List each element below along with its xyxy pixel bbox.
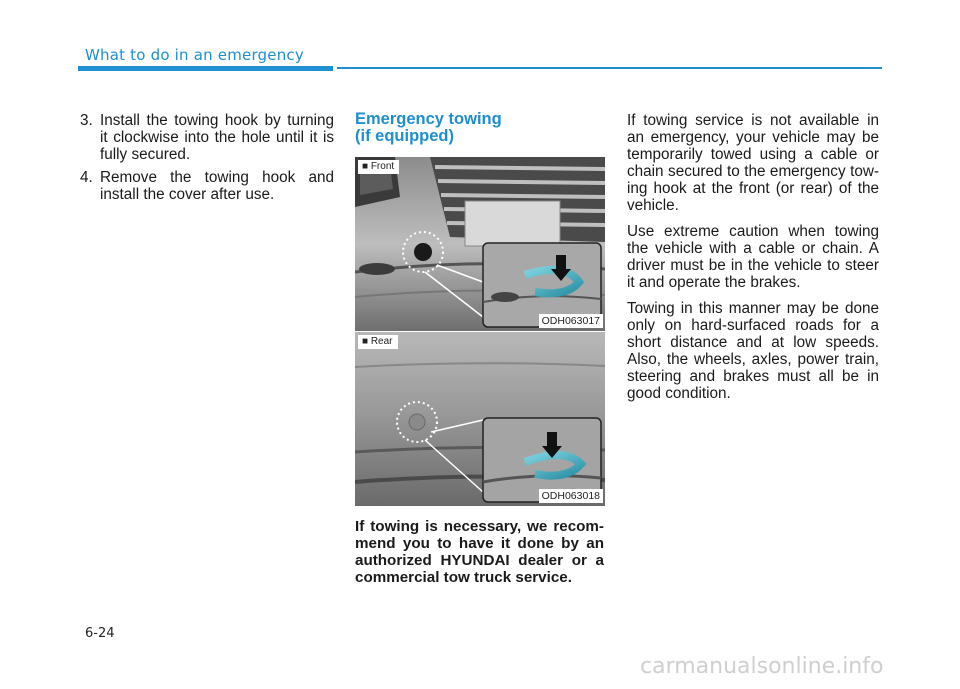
front-towing-hook-figure	[355, 157, 605, 331]
left-column	[80, 112, 334, 209]
figure-code: ODH063017	[539, 314, 603, 328]
right-column	[627, 112, 879, 411]
rear-towing-hook-figure	[355, 332, 605, 506]
step-4	[80, 169, 334, 203]
title-line-1: Emergency towing	[355, 110, 502, 128]
step-number: 3.	[80, 112, 93, 129]
step-number: 4.	[80, 169, 93, 186]
figure-code: ODH063018	[539, 489, 603, 503]
paragraph: If towing service is not available in an emergency, your vehicle may be temporarily towed using a cable or chain secured to the emergency tow-ing hook at the front (or rear) of the vehicle.	[627, 112, 879, 214]
title-line-2: (if equipped)	[355, 127, 454, 145]
paragraph: Towing in this manner may be done only on hard-surfaced roads for a short distance and at low speeds. Also, the wheels, axles, power train, steering and brakes must all be in good condition.	[627, 300, 879, 402]
towing-recommendation: If towing is necessary, we recom-mend you to have it done by an authorized HYUNDAI dealer or a commercial tow truck service.	[355, 518, 604, 586]
header-rule-thin	[337, 67, 882, 69]
step-text: Remove the towing hook and install the cover after use.	[100, 169, 334, 203]
step-3	[80, 112, 334, 163]
rear-label: ■ Rear	[358, 335, 398, 349]
header-rule-thick	[78, 66, 333, 71]
section-header: What to do in an emergency	[85, 46, 304, 64]
paragraph: Use extreme caution when towing the vehicle with a cable or chain. A driver must be in the vehicle to steer it and operate the brakes.	[627, 223, 879, 291]
front-label: ■ Front	[358, 160, 399, 174]
watermark: carmanualsonline.info	[640, 654, 884, 679]
rear-bumper-illustration	[355, 332, 605, 506]
page-number: 6-24	[85, 626, 115, 641]
step-text: Install the towing hook by turning it clockwise into the hole until it is fully secured.	[100, 112, 334, 163]
emergency-towing-title	[355, 111, 605, 145]
front-bumper-illustration	[355, 157, 605, 331]
